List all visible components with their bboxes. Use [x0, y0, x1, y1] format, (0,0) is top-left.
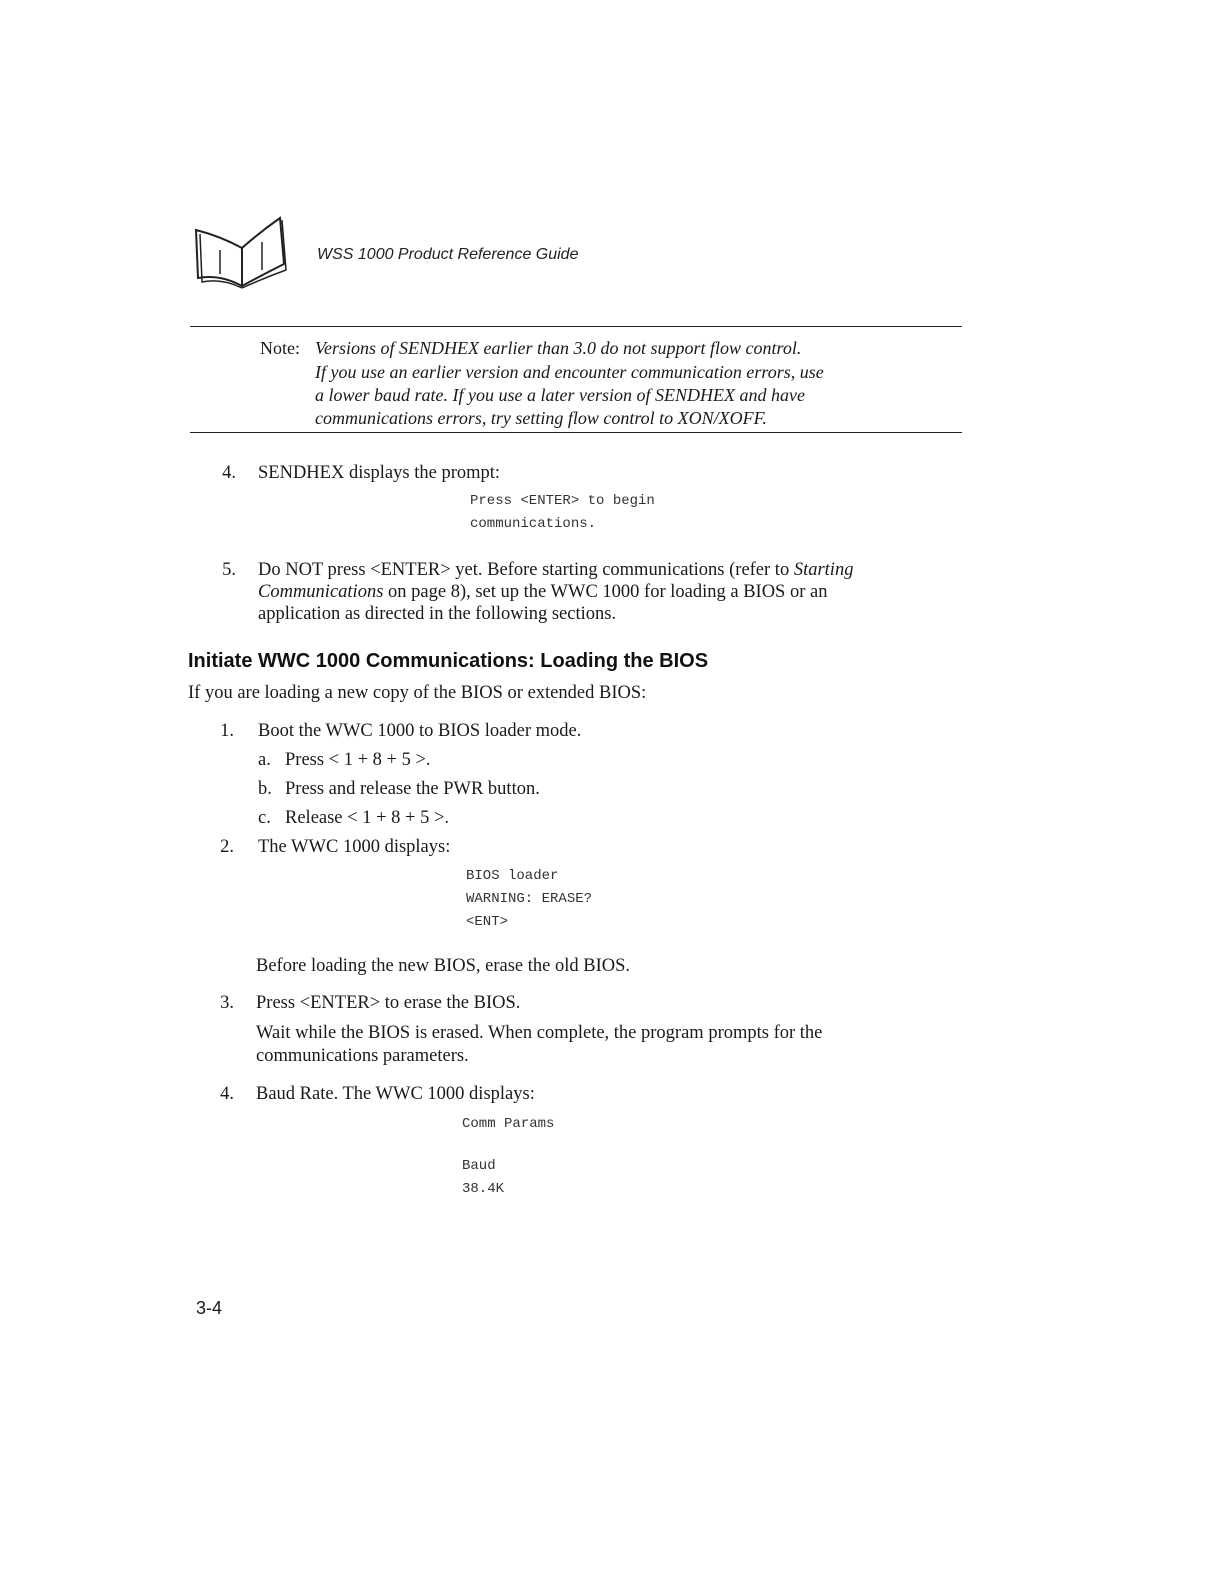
step-detail: communications parameters.	[256, 1046, 469, 1066]
substep-label: a.	[258, 750, 271, 770]
step-number: 5.	[222, 560, 236, 580]
code-line: Baud	[462, 1158, 496, 1174]
note-line-2: If you use an earlier version and encounter communication errors, use	[315, 362, 824, 382]
code-line: <ENT>	[466, 914, 509, 930]
section-heading: Initiate WWC 1000 Communications: Loading the BIOS	[188, 650, 709, 672]
step-number: 1.	[220, 721, 234, 741]
substep-label: c.	[258, 808, 271, 828]
note-bottom-rule	[190, 432, 962, 433]
cross-reference-link[interactable]: Starting Communications	[258, 560, 854, 602]
substep-text: Press and release the PWR button.	[285, 779, 540, 799]
step-text: Do NOT press <ENTER> yet. Before starting communications (refer to Starting Communications on page 8), set up the WWC 1000 for loading a BIOS or an application as directed in the following sections.	[258, 560, 854, 624]
step-number: 4.	[222, 463, 236, 483]
page-number: 3-4	[196, 1298, 223, 1318]
step-detail: Wait while the BIOS is erased. When complete, the program prompts for the	[256, 1023, 823, 1043]
step-text: Boot the WWC 1000 to BIOS loader mode.	[258, 721, 582, 741]
code-line: Press <ENTER> to begin	[470, 493, 655, 509]
step-text: Press <ENTER> to erase the BIOS.	[256, 993, 521, 1013]
code-line: WARNING: ERASE?	[466, 891, 593, 907]
step-note: Before loading the new BIOS, erase the old BIOS.	[256, 956, 631, 976]
code-line: 38.4K	[462, 1181, 505, 1197]
note-label: Note:	[260, 338, 300, 358]
section-intro: If you are loading a new copy of the BIOS or extended BIOS:	[188, 683, 647, 703]
substep-text: Release < 1 + 8 + 5 >.	[285, 808, 450, 828]
step-text: Baud Rate. The WWC 1000 displays:	[256, 1084, 535, 1104]
code-line: BIOS loader	[466, 868, 559, 884]
book-icon	[190, 212, 290, 292]
step-number: 2.	[220, 837, 234, 857]
note-line-3: a lower baud rate. If you use a later version of SENDHEX and have	[315, 385, 805, 405]
step-text: The WWC 1000 displays:	[258, 837, 451, 857]
step-number: 4.	[220, 1084, 234, 1104]
note-line-1: Versions of SENDHEX earlier than 3.0 do not support flow control.	[315, 338, 802, 358]
note-line-4: communications errors, try setting flow control to XON/XOFF.	[315, 408, 767, 428]
substep-label: b.	[258, 779, 272, 799]
code-line: communications.	[470, 516, 597, 532]
substep-text: Press < 1 + 8 + 5 >.	[285, 750, 431, 770]
step-number: 3.	[220, 993, 234, 1013]
step-text: SENDHEX displays the prompt:	[258, 463, 501, 483]
note-top-rule	[190, 326, 962, 327]
header-title: WSS 1000 Product Reference Guide	[317, 246, 579, 263]
code-line: Comm Params	[462, 1116, 555, 1132]
